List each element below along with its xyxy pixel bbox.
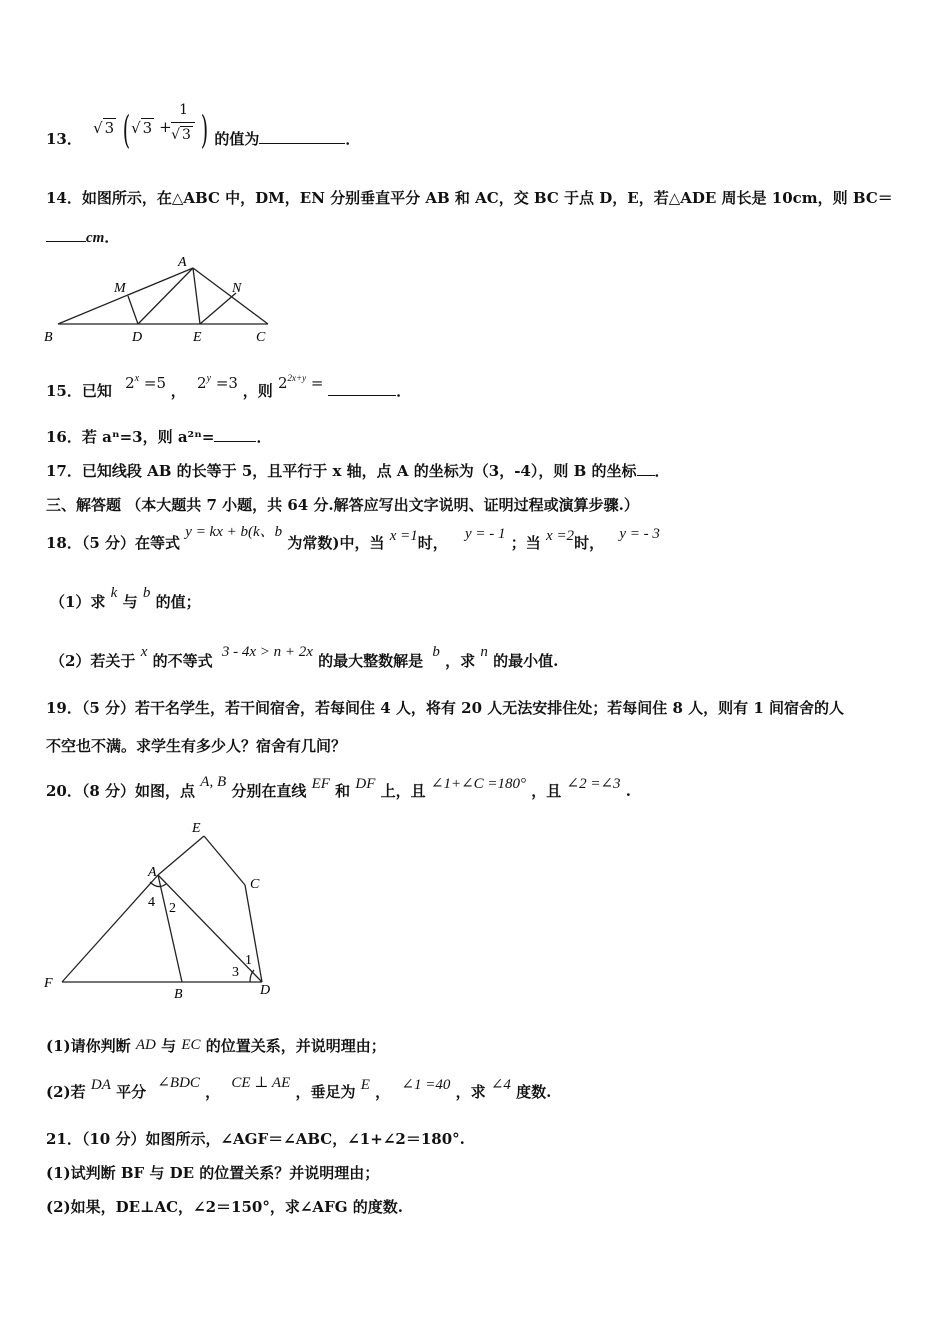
q14-triangle-figure: [40, 252, 280, 348]
q18-part2: （2）若关于 x 的不等式 3 - 4x > n + 2x 的最大整数解是 b ，求 n 的最小值.: [50, 644, 559, 670]
label-F: F: [44, 976, 53, 991]
q16-line: 16．若 aⁿ=3，则 a²ⁿ= ．: [46, 428, 272, 446]
q20-part1: (1)请你判断 AD 与 EC 的位置关系，并说明理由；: [46, 1037, 386, 1055]
q18-line: 18．（5 分）在等式 y = kx + b(k、b 为常数)中，当 x =1时， y = - 1 ；当 x =2时， y = - 3: [46, 524, 660, 552]
label-A: A: [178, 255, 187, 270]
q13-number: 13．: [46, 130, 82, 148]
label-angle-2: 2: [169, 901, 176, 916]
label-angle-1: 1: [245, 953, 252, 968]
q15-answer-blank[interactable]: [328, 381, 396, 396]
q16-answer-blank[interactable]: [214, 427, 256, 442]
section-heading: 三、解答题 （本大题共 7 小题，共 64 分.解答应写出文字说明、证明过程或演算步骤.）: [46, 496, 639, 514]
label-M: M: [114, 281, 126, 296]
label-N: N: [232, 281, 242, 296]
label-A: A: [148, 865, 157, 880]
q17-line: 17．已知线段 AB 的长等于 5，且平行于 x 轴，点 A 的坐标为（3，-4），则 B 的坐标 ．: [46, 462, 670, 480]
label-E: E: [193, 330, 202, 345]
q21-line3: (2)如果，DE⊥AC，∠2＝150°，求∠AFG 的度数.: [46, 1198, 403, 1216]
q20-line: 20．（8 分）如图，点 A, B 分别在直线 EF 和 DF 上，且 ∠1+∠C =180° ，且 ∠2 =∠3 .: [46, 774, 631, 800]
q13-expression: √ 3 ( √ 3 + 1 √ 3 ): [93, 102, 209, 152]
label-C: C: [250, 877, 260, 892]
label-B: B: [174, 987, 183, 1002]
q19-line1: 19．（5 分）若干名学生，若干间宿舍，若每间住 4 人，将有 20 人无法安排住处；若每间住 8 人，则有 1 间宿舍的人: [46, 699, 845, 717]
label-B: B: [44, 330, 53, 345]
label-E: E: [192, 821, 201, 836]
q19-line2: 不空也不满。求学生有多少人？宿舍有几间？: [46, 737, 347, 755]
q14-answer-blank[interactable]: [46, 227, 86, 242]
q13-tail: 的值为: [214, 130, 260, 148]
q14-line2: cm．: [46, 226, 119, 247]
q14-line1: 14．如图所示，在△ABC 中，DM，EN 分别垂直平分 AB 和 AC，交 BC 于点 D，E，若△ADE 周长是 10cm，则 BC＝: [46, 189, 893, 207]
label-angle-4: 4: [148, 895, 155, 910]
q18-part1: （1）求 k 与 b 的值；: [50, 585, 201, 611]
label-D: D: [132, 330, 143, 345]
q21-line1: 21．（10 分）如图所示，∠AGF＝∠ABC，∠1+∠2＝180°.: [46, 1130, 465, 1148]
q17-answer-blank[interactable]: [637, 461, 655, 476]
label-C: C: [256, 330, 266, 345]
q21-line2: (1)试判断 BF 与 DE 的位置关系？并说明理由；: [46, 1164, 380, 1182]
q15-line: 15．已知 2$^x$ =5 ， 2$^y$ =3 ，则 $2^{2x+y}$ = ．: [46, 373, 412, 400]
q20-geometry-figure: [38, 816, 288, 1004]
q20-part2: (2)若 DA 平分 ∠BDC ， CE ⊥ AE ，垂足为 E ， ∠1 =40 ，求 ∠4 度数.: [46, 1075, 552, 1101]
q13-answer-blank[interactable]: [259, 129, 345, 144]
q13-line: 13． √ 3 ( √ 3 + 1 √ 3 ) 的值为 ．: [46, 102, 361, 152]
label-angle-3: 3: [232, 965, 239, 980]
label-D: D: [260, 983, 271, 998]
